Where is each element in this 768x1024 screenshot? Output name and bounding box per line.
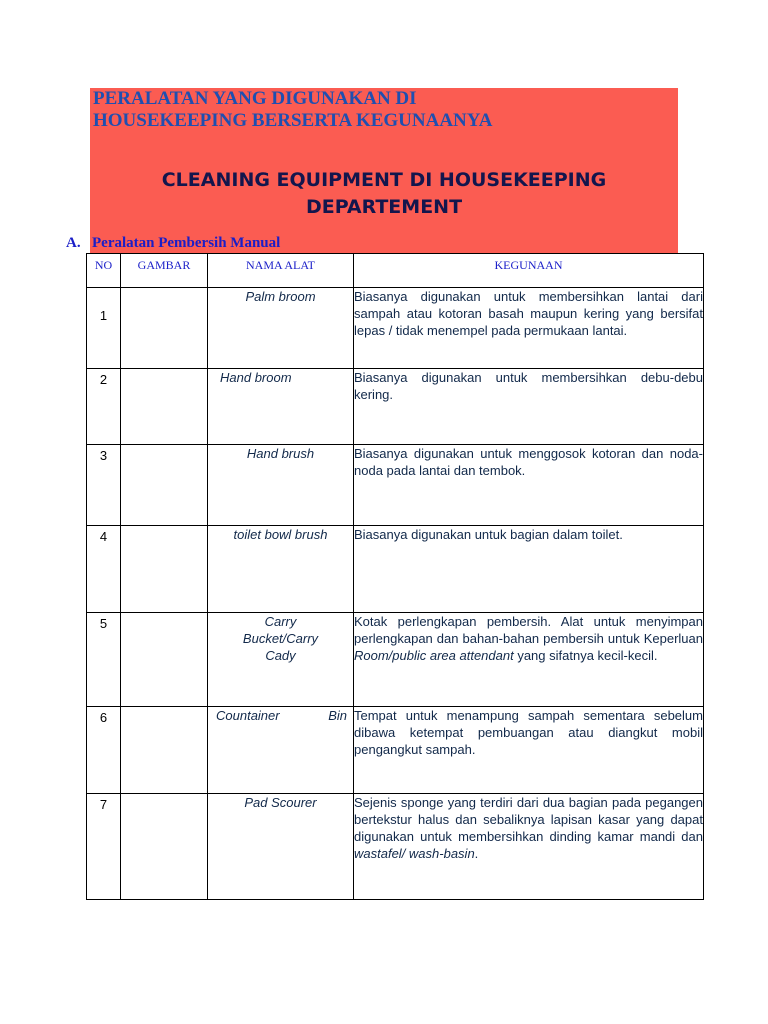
row-no: 5 [87,613,121,707]
row-kegunaan: Biasanya digunakan untuk bagian dalam toilet. [354,526,704,613]
row-kegunaan [354,613,704,707]
row-kegunaan: Biasanya digunakan untuk membersihkan debu-debu kering. [354,369,704,445]
table-row [87,288,704,369]
banner-title-line-1: CLEANING EQUIPMENT DI HOUSEKEEPING [161,169,607,191]
row-kegunaan: Biasanya digunakan untuk menggosok kotoran dan noda-noda pada lantai dan tembok. [354,445,704,526]
table-row [87,526,704,613]
row-no: 7 [87,794,121,900]
header-kegunaan: KEGUNAAN [354,254,704,288]
row-no: 3 [87,445,121,526]
row-nama-alat: Pad Scourer [208,794,354,900]
section-title [66,233,280,253]
row-nama-alat: toilet bowl brush [208,526,354,613]
kegunaan-text-end: . [474,846,479,861]
banner-heading-line-1: PERALATAN YANG DIGUNAKAN DI [93,88,417,109]
kegunaan-italic-text: Room/public area attendant [354,648,514,663]
table-row [87,794,704,900]
row-gambar-cell [121,369,208,445]
row-nama-alat: Hand broom [208,369,354,445]
row-kegunaan: Tempat untuk menampung sampah sementara sebelum dibawa ketempat pembuangan atau diangkut mobil pengangkut sampah. [354,707,704,794]
banner-title [90,167,678,221]
row-gambar-cell [121,526,208,613]
equipment-table [86,253,704,900]
row-no: 4 [87,526,121,613]
title-banner [90,88,678,253]
banner-title-line-2: DEPARTEMENT [305,196,463,218]
row-nama-alat: Countainer Bin [208,707,354,794]
header-nama-alat: NAMA ALAT [208,254,354,288]
row-nama-alat: Carry Bucket/Carry Cady [208,613,354,707]
kegunaan-italic-text: wastafel/ wash-basin [354,846,475,861]
row-no: 6 [87,707,121,794]
row-no: 2 [87,369,121,445]
table-row [87,707,704,794]
row-gambar-cell [121,288,208,369]
banner-heading-line-2: HOUSEKEEPING BERSERTA KEGUNAANYA [93,110,493,131]
table-row [87,613,704,707]
kegunaan-text: Kotak perlengkapan pembersih. Alat untuk menyimpan perlengkapan dan bahan-bahan pembersih untuk Keperluan [354,614,703,646]
row-no: 1 [87,288,121,369]
row-nama-alat: Hand brush [208,445,354,526]
row-gambar-cell [121,613,208,707]
row-gambar-cell [121,445,208,526]
row-gambar-cell [121,794,208,900]
row-gambar-cell [121,707,208,794]
kegunaan-text-end: yang sifatnya kecil-kecil. [513,648,658,663]
section-title-text: Peralatan Pembersih Manual [92,235,281,251]
table-header-row [87,254,704,288]
row-kegunaan [354,794,704,900]
table-row [87,445,704,526]
banner-heading [93,88,673,132]
section-letter: A. [66,235,81,251]
header-no: NO [87,254,121,288]
table-row [87,369,704,445]
kegunaan-text: Sejenis sponge yang terdiri dari dua bagian pada pegangen bertekstur halus dan sebaliknya lapisan kasar yang dapat digunakan untuk membersihkan dinding kamar mandi dan [354,795,703,844]
row-nama-alat: Palm broom [208,288,354,369]
row-kegunaan: Biasanya digunakan untuk membersihkan lantai dari sampah atau kotoran basah maupun kering yang bersifat lepas / tidak menempel pada permukaan lantai. [354,288,704,369]
header-gambar: GAMBAR [121,254,208,288]
